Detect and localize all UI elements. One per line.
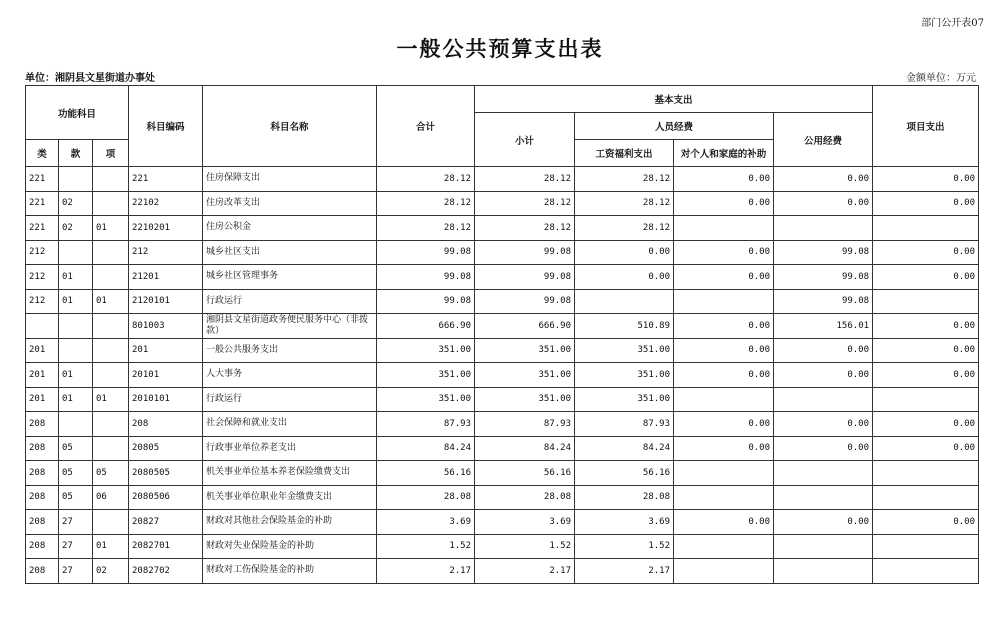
cell-total: 99.08 — [377, 265, 475, 290]
cell-public — [774, 485, 873, 510]
page-title: 一般公共预算支出表 — [396, 37, 604, 61]
cell-total: 351.00 — [377, 338, 475, 363]
cell-xiang — [93, 510, 129, 535]
cell-subject-code: 201 — [129, 338, 203, 363]
money-unit-label: 金额单位：万元 — [906, 73, 976, 84]
header-subtotal: 小计 — [475, 113, 575, 167]
cell-subsidy: 0.00 — [674, 240, 774, 265]
table-row — [26, 240, 979, 265]
cell-subject-name: 一般公共服务支出 — [203, 338, 377, 363]
cell-kuan — [59, 314, 93, 339]
header-basic: 基本支出 — [475, 86, 873, 113]
cell-subject-code: 2082701 — [129, 534, 203, 559]
cell-public: 0.00 — [774, 338, 873, 363]
table-row — [26, 559, 979, 584]
cell-subtotal: 1.52 — [475, 534, 575, 559]
cell-subject-name: 住房改革支出 — [203, 191, 377, 216]
unit-label: 单位：湘阴县文星街道办事处 — [25, 73, 155, 84]
cell-wages: 84.24 — [575, 436, 674, 461]
cell-project: 0.00 — [873, 436, 979, 461]
cell-subject-code: 212 — [129, 240, 203, 265]
cell-wages: 2.17 — [575, 559, 674, 584]
cell-subsidy: 0.00 — [674, 191, 774, 216]
cell-project — [873, 216, 979, 241]
cell-subject-name: 城乡社区管理事务 — [203, 265, 377, 290]
cell-public: 99.08 — [774, 240, 873, 265]
cell-public: 156.01 — [774, 314, 873, 339]
table-row — [26, 436, 979, 461]
header-subsidy: 对个人和家庭的补助 — [674, 140, 774, 167]
cell-lei: 208 — [26, 534, 59, 559]
header-kuan: 款 — [59, 140, 93, 167]
cell-subject-code: 21201 — [129, 265, 203, 290]
header-subject-code: 科目编码 — [129, 86, 203, 167]
cell-total: 28.12 — [377, 216, 475, 241]
header-wages: 工资福利支出 — [575, 140, 674, 167]
table-body — [26, 167, 979, 584]
cell-subtotal: 351.00 — [475, 363, 575, 388]
cell-subtotal: 28.12 — [475, 167, 575, 192]
cell-total: 666.90 — [377, 314, 475, 339]
cell-wages: 28.12 — [575, 191, 674, 216]
cell-project: 0.00 — [873, 265, 979, 290]
cell-project — [873, 485, 979, 510]
cell-kuan: 01 — [59, 289, 93, 314]
header-func-subject: 功能科目 — [26, 86, 129, 140]
cell-subject-name: 行政事业单位养老支出 — [203, 436, 377, 461]
cell-subsidy: 0.00 — [674, 510, 774, 535]
cell-subsidy: 0.00 — [674, 338, 774, 363]
cell-subsidy — [674, 559, 774, 584]
cell-subject-name: 机关事业单位基本养老保险缴费支出 — [203, 461, 377, 486]
cell-subject-name: 湘阴县文星街道政务便民服务中心（非拨款） — [203, 314, 377, 339]
cell-subject-name: 社会保障和就业支出 — [203, 412, 377, 437]
cell-subject-code: 2210201 — [129, 216, 203, 241]
cell-kuan: 05 — [59, 461, 93, 486]
cell-xiang — [93, 436, 129, 461]
cell-lei: 221 — [26, 167, 59, 192]
cell-subsidy: 0.00 — [674, 363, 774, 388]
cell-subject-name: 行政运行 — [203, 289, 377, 314]
cell-project: 0.00 — [873, 363, 979, 388]
table-row — [26, 485, 979, 510]
cell-public — [774, 387, 873, 412]
cell-subject-name: 住房公积金 — [203, 216, 377, 241]
cell-project: 0.00 — [873, 314, 979, 339]
cell-xiang — [93, 412, 129, 437]
cell-subject-code: 2082702 — [129, 559, 203, 584]
cell-subject-name: 机关事业单位职业年金缴费支出 — [203, 485, 377, 510]
cell-public — [774, 216, 873, 241]
cell-subsidy — [674, 485, 774, 510]
cell-wages: 87.93 — [575, 412, 674, 437]
cell-subject-name: 财政对工伤保险基金的补助 — [203, 559, 377, 584]
cell-subtotal: 2.17 — [475, 559, 575, 584]
cell-subject-name: 住房保障支出 — [203, 167, 377, 192]
cell-subtotal: 351.00 — [475, 387, 575, 412]
cell-wages: 351.00 — [575, 387, 674, 412]
cell-subtotal: 84.24 — [475, 436, 575, 461]
cell-subtotal: 56.16 — [475, 461, 575, 486]
cell-xiang — [93, 363, 129, 388]
cell-project: 0.00 — [873, 338, 979, 363]
cell-subtotal: 28.12 — [475, 191, 575, 216]
cell-total: 351.00 — [377, 387, 475, 412]
cell-subtotal: 87.93 — [475, 412, 575, 437]
table-row — [26, 461, 979, 486]
cell-public: 99.08 — [774, 289, 873, 314]
cell-public — [774, 534, 873, 559]
cell-total: 28.12 — [377, 167, 475, 192]
cell-subtotal: 28.12 — [475, 216, 575, 241]
cell-subject-name: 城乡社区支出 — [203, 240, 377, 265]
cell-kuan — [59, 412, 93, 437]
cell-total: 99.08 — [377, 240, 475, 265]
cell-lei: 208 — [26, 559, 59, 584]
cell-kuan — [59, 240, 93, 265]
cell-project — [873, 461, 979, 486]
cell-lei: 201 — [26, 338, 59, 363]
cell-subject-code: 20827 — [129, 510, 203, 535]
cell-xiang: 06 — [93, 485, 129, 510]
cell-subject-name: 财政对其他社会保险基金的补助 — [203, 510, 377, 535]
cell-lei: 208 — [26, 436, 59, 461]
cell-total: 3.69 — [377, 510, 475, 535]
cell-xiang: 01 — [93, 289, 129, 314]
header-subject-name: 科目名称 — [203, 86, 377, 167]
table-header — [26, 86, 979, 167]
cell-subtotal: 28.08 — [475, 485, 575, 510]
cell-wages — [575, 289, 674, 314]
cell-subsidy: 0.00 — [674, 167, 774, 192]
cell-xiang — [93, 338, 129, 363]
cell-wages: 1.52 — [575, 534, 674, 559]
cell-lei: 221 — [26, 216, 59, 241]
header-personnel: 人员经费 — [575, 113, 774, 140]
table-row — [26, 216, 979, 241]
cell-project: 0.00 — [873, 412, 979, 437]
cell-public — [774, 461, 873, 486]
table-row — [26, 363, 979, 388]
cell-subsidy — [674, 289, 774, 314]
cell-subject-code: 221 — [129, 167, 203, 192]
cell-subject-code: 2080505 — [129, 461, 203, 486]
cell-wages: 510.89 — [575, 314, 674, 339]
cell-subsidy: 0.00 — [674, 265, 774, 290]
cell-xiang: 01 — [93, 534, 129, 559]
table-row — [26, 534, 979, 559]
cell-subtotal: 99.08 — [475, 265, 575, 290]
cell-total: 99.08 — [377, 289, 475, 314]
cell-project — [873, 289, 979, 314]
header-lei: 类 — [26, 140, 59, 167]
cell-project: 0.00 — [873, 191, 979, 216]
cell-lei: 212 — [26, 240, 59, 265]
cell-xiang: 05 — [93, 461, 129, 486]
table-row — [26, 412, 979, 437]
cell-subject-code: 208 — [129, 412, 203, 437]
table-row — [26, 191, 979, 216]
cell-lei: 221 — [26, 191, 59, 216]
cell-subsidy: 0.00 — [674, 314, 774, 339]
cell-xiang: 01 — [93, 387, 129, 412]
header-xiang: 项 — [93, 140, 129, 167]
table-row — [26, 289, 979, 314]
cell-kuan: 27 — [59, 559, 93, 584]
cell-subsidy: 0.00 — [674, 436, 774, 461]
cell-project: 0.00 — [873, 167, 979, 192]
cell-xiang — [93, 240, 129, 265]
table-row — [26, 338, 979, 363]
cell-kuan: 05 — [59, 485, 93, 510]
table-row — [26, 314, 979, 339]
cell-subsidy: 0.00 — [674, 412, 774, 437]
cell-kuan: 02 — [59, 191, 93, 216]
cell-public: 0.00 — [774, 510, 873, 535]
cell-public: 0.00 — [774, 191, 873, 216]
form-code: 部门公开表07 — [921, 18, 984, 29]
cell-subject-name: 人大事务 — [203, 363, 377, 388]
cell-project: 0.00 — [873, 240, 979, 265]
cell-subtotal: 351.00 — [475, 338, 575, 363]
cell-subject-code: 801003 — [129, 314, 203, 339]
cell-subject-code: 20101 — [129, 363, 203, 388]
table-row — [26, 387, 979, 412]
cell-project — [873, 559, 979, 584]
cell-subject-code: 2080506 — [129, 485, 203, 510]
cell-public: 0.00 — [774, 412, 873, 437]
cell-lei: 208 — [26, 485, 59, 510]
cell-xiang — [93, 167, 129, 192]
cell-subject-code: 22102 — [129, 191, 203, 216]
cell-kuan: 01 — [59, 387, 93, 412]
cell-total: 56.16 — [377, 461, 475, 486]
cell-public — [774, 559, 873, 584]
cell-total: 84.24 — [377, 436, 475, 461]
cell-kuan: 01 — [59, 265, 93, 290]
cell-lei: 208 — [26, 412, 59, 437]
cell-kuan: 27 — [59, 534, 93, 559]
cell-total: 351.00 — [377, 363, 475, 388]
cell-xiang — [93, 191, 129, 216]
cell-wages: 28.12 — [575, 216, 674, 241]
table-row — [26, 265, 979, 290]
cell-wages: 28.08 — [575, 485, 674, 510]
cell-subsidy — [674, 534, 774, 559]
table-row — [26, 510, 979, 535]
cell-wages: 0.00 — [575, 240, 674, 265]
cell-kuan: 01 — [59, 363, 93, 388]
cell-subsidy — [674, 387, 774, 412]
cell-xiang: 02 — [93, 559, 129, 584]
cell-lei: 212 — [26, 289, 59, 314]
cell-subject-code: 20805 — [129, 436, 203, 461]
cell-subject-name: 财政对失业保险基金的补助 — [203, 534, 377, 559]
cell-kuan: 05 — [59, 436, 93, 461]
cell-subtotal: 666.90 — [475, 314, 575, 339]
cell-wages: 56.16 — [575, 461, 674, 486]
cell-project — [873, 387, 979, 412]
cell-xiang — [93, 314, 129, 339]
cell-lei: 201 — [26, 363, 59, 388]
cell-subtotal: 99.08 — [475, 240, 575, 265]
cell-lei: 201 — [26, 387, 59, 412]
cell-xiang: 01 — [93, 216, 129, 241]
cell-kuan: 27 — [59, 510, 93, 535]
cell-wages: 3.69 — [575, 510, 674, 535]
cell-wages: 351.00 — [575, 363, 674, 388]
cell-public: 0.00 — [774, 363, 873, 388]
cell-wages: 28.12 — [575, 167, 674, 192]
cell-project: 0.00 — [873, 510, 979, 535]
cell-subject-code: 2010101 — [129, 387, 203, 412]
cell-subject-name: 行政运行 — [203, 387, 377, 412]
cell-project — [873, 534, 979, 559]
cell-total: 28.12 — [377, 191, 475, 216]
cell-total: 1.52 — [377, 534, 475, 559]
header-total: 合计 — [377, 86, 475, 167]
cell-kuan: 02 — [59, 216, 93, 241]
cell-total: 28.08 — [377, 485, 475, 510]
cell-wages: 351.00 — [575, 338, 674, 363]
cell-lei: 208 — [26, 510, 59, 535]
budget-table — [25, 85, 979, 584]
cell-kuan — [59, 167, 93, 192]
table-row — [26, 167, 979, 192]
cell-subtotal: 3.69 — [475, 510, 575, 535]
cell-kuan — [59, 338, 93, 363]
cell-xiang — [93, 265, 129, 290]
cell-public: 0.00 — [774, 436, 873, 461]
header-project: 项目支出 — [873, 86, 979, 167]
cell-total: 87.93 — [377, 412, 475, 437]
cell-subject-code: 2120101 — [129, 289, 203, 314]
cell-wages: 0.00 — [575, 265, 674, 290]
cell-lei: 208 — [26, 461, 59, 486]
cell-subsidy — [674, 461, 774, 486]
cell-total: 2.17 — [377, 559, 475, 584]
cell-public: 99.08 — [774, 265, 873, 290]
cell-public: 0.00 — [774, 167, 873, 192]
cell-subtotal: 99.08 — [475, 289, 575, 314]
cell-lei — [26, 314, 59, 339]
header-public: 公用经费 — [774, 113, 873, 167]
cell-lei: 212 — [26, 265, 59, 290]
cell-subsidy — [674, 216, 774, 241]
